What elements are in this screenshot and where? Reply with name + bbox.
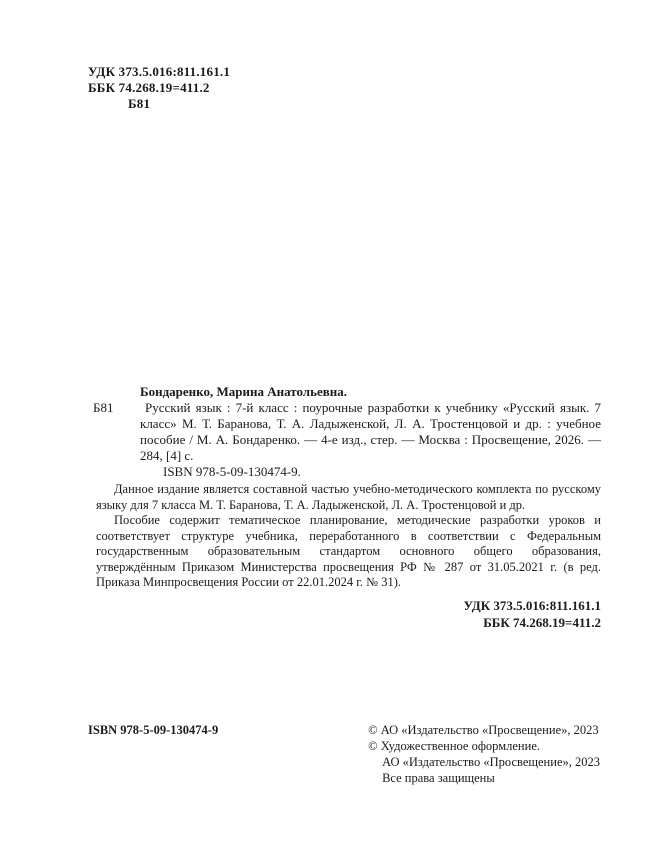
copyright-publisher: © АО «Издательство «Просвещение», 2023	[368, 723, 599, 737]
margin-book-code: Б81	[93, 400, 114, 415]
top-classification-block	[88, 64, 230, 112]
footer-isbn: ISBN 978-5-09-130474-9	[88, 723, 219, 737]
right-classification-block	[93, 597, 601, 631]
annotation-paragraph-2: Пособие содержит тематическое планирование, методические разработки уроков и соответствует структуре учебника, переработанного в соответствии с Федеральным государственным образовательным стандартом основного общего образования, утверждённым Приказом Министерства просвещения РФ № 287 от 31.05.2021 г. (в ред. Приказа Минпросвещения России от 22.01.2024 г. № 31).	[96, 513, 601, 589]
udk-number: УДК 373.5.016:811.161.1	[88, 64, 231, 79]
bibliographic-entry: Русский язык : 7-й класс : поурочные разработки к учебнику «Русский язык. 7 класс» М. Т. Баранова, Т. А. Ладыженской, Л. А. Тростенцовой и др. : учебное пособие / М. А. Бондаренко. — 4-е изд., стер. — Москва : Просвещение, 2026. — 284, [4] с.	[140, 400, 601, 463]
copyright-art: © Художественное оформление.	[368, 739, 540, 753]
book-code: Б81	[128, 96, 151, 111]
isbn-line: ISBN 978-5-09-130474-9.	[163, 464, 301, 479]
annotation-paragraph-1: Данное издание является составной частью учебно-методического комплекта по русскому языку для 7 класса М. Т. Баранова, Т. А. Ладыженской, Л. А. Тростенцовой и др.	[96, 482, 601, 512]
copyright-rights-reserved: Все права защищены	[382, 771, 495, 785]
annotation-block	[96, 482, 601, 591]
udk-number-right: УДК 373.5.016:811.161.1	[463, 597, 601, 613]
copyright-block	[368, 722, 600, 786]
bbk-number: ББК 74.268.19=411.2	[88, 80, 210, 95]
bbk-number-right: ББК 74.268.19=411.2	[483, 614, 601, 630]
author-name: Бондаренко, Марина Анатольевна.	[140, 384, 347, 399]
bibliographic-entry-row	[93, 400, 601, 464]
copyright-publisher-2: АО «Издательство «Просвещение», 2023	[382, 755, 600, 769]
cataloging-block	[93, 384, 601, 631]
footer-block	[88, 722, 600, 786]
